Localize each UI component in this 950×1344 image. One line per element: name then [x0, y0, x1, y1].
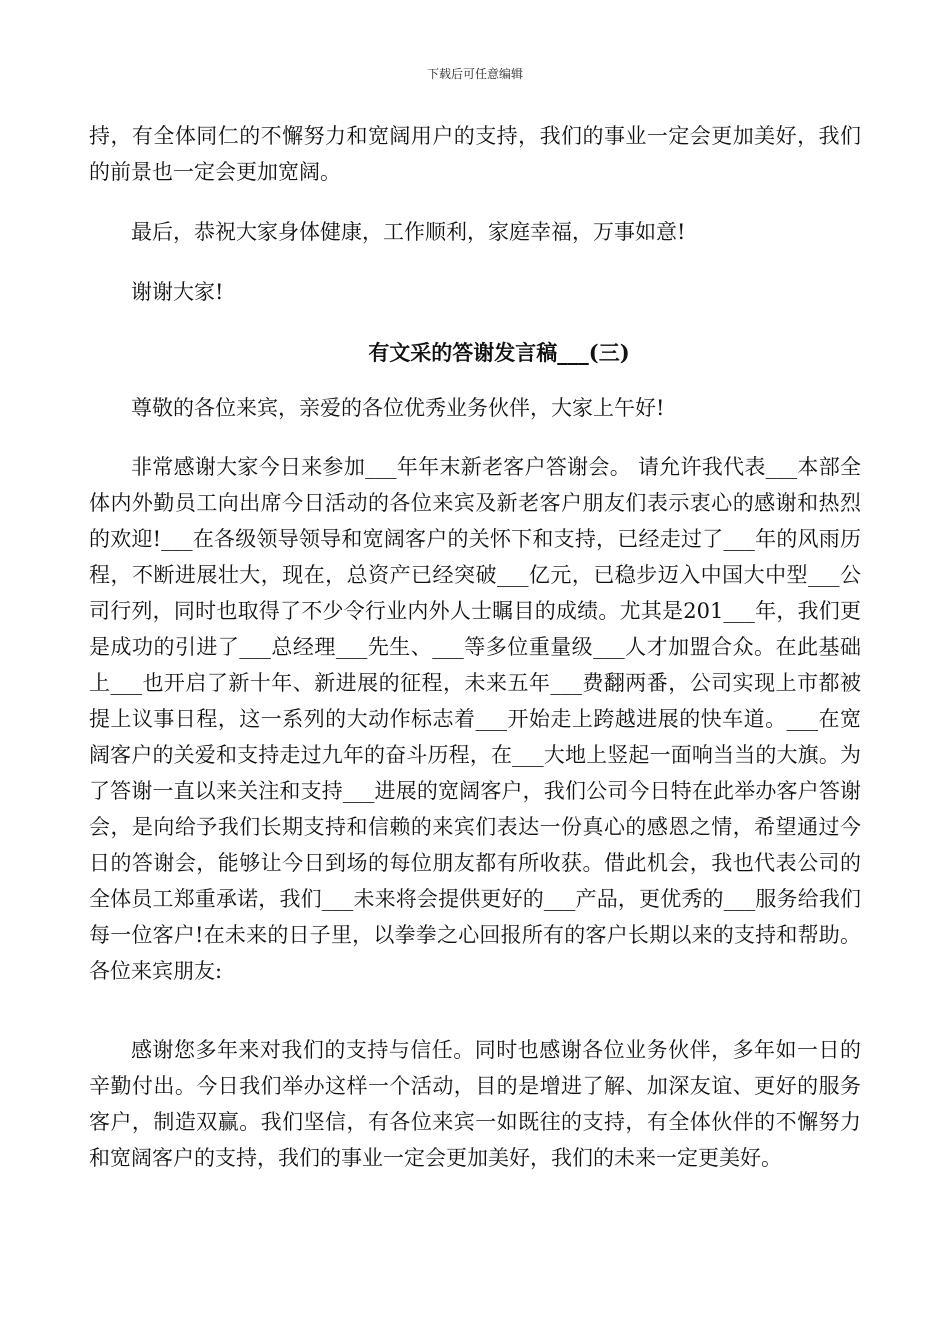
paragraph-thanks: 谢谢大家!	[131, 280, 224, 304]
page-header-note: 下载后可任意编辑	[426, 67, 523, 81]
paragraph-final: 感谢您多年来对我们的支持与信任。同时也感谢各位业务伙伴，多年如一日的辛勤付出。今日我们举办这样一个活动，目的是增进了解、加深友谊、更好的服务客户，制造双赢。我们坚信，有各位来宾一如既往的支持，有全体伙伴的不懈努力和宽阔客户的支持，我们的事业一定会更加美好，我们的未来一定更美好。	[89, 1038, 861, 1170]
paragraph-closing-wishes: 最后，恭祝大家身体健康，工作顺利，家庭幸福，万事如意!	[131, 220, 686, 244]
section-title: 有文采的答谢发言稿___(三)	[368, 340, 630, 365]
paragraph-continuation: 持，有全体同仁的不懈努力和宽阔用户的支持，我们的事业一定会更加美好，我们的前景也一定会更加宽阔。	[89, 124, 861, 184]
paragraph-main-body: 非常感谢大家今日来参加___年年末新老客户答谢会。 请允许我代表___本部全体内外勤员工向出席今日活动的各位来宾及新老客户朋友们表示衷心的感谢和热烈的欢迎!___在各级领导领导和宽阔客户的关怀下和支持，已经走过了___年的风雨历程，不断进展壮大，现在，总资产已经突破___亿元，已稳步迈入中国大中型___公司行列，同时也取得了不少令行业内外人士瞩目的成绩。尤其是201___年，我们更是成功的引进了___总经理___先生、___等多位重量级___人才加盟合众。在此基础上___也开启了新十年、新进展的征程，未来五年___费翻两番，公司实现上市都被提上议事日程，这一系列的大动作标志着___开始走上跨越进展的快车道。___在宽阔客户的关爱和支持走过九年的奋斗历程，在___大地上竖起一面响当当的大旗。为了答谢一直以来关注和支持___进展的宽阔客户，我们公司今日特在此举办客户答谢会，是向给予我们长期支持和信赖的来宾们表达一份真心的感恩之情，希望通过今日的答谢会，能够让今日到场的每位朋友都有所收获。借此机会，我也代表公司的全体员工郑重承诺，我们___未来将会提供更好的___产品，更优秀的___服务给我们每一位客户!在未来的日子里，以拳拳之心回报所有的客户长期以来的支持和帮助。 各位来宾朋友:	[89, 455, 861, 983]
paragraph-greeting: 尊敬的各位来宾，亲爱的各位优秀业务伙伴，大家上午好!	[131, 396, 665, 420]
